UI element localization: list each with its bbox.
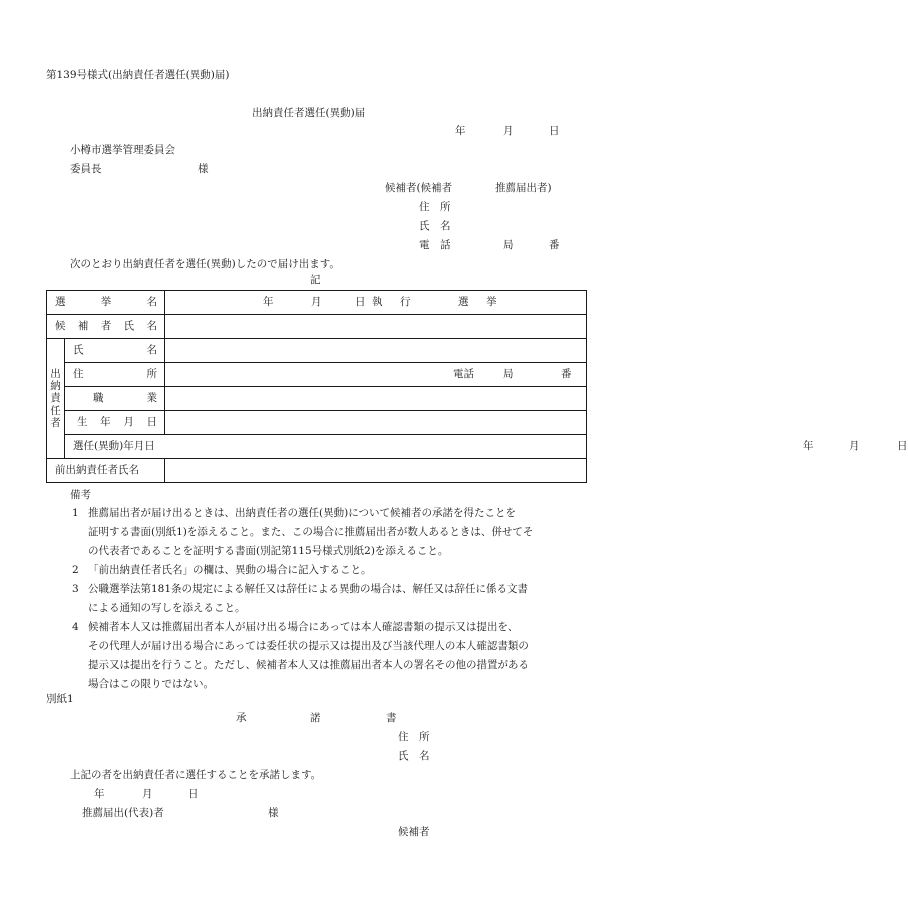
applicant-label-open: 候補者(候補者 [385, 182, 453, 194]
label-char: 職 [93, 392, 104, 405]
intro-text: 次のとおり出納責任者を選任(異動)したので届け出ます。 [70, 258, 340, 270]
addressee-title: 委員長 [70, 163, 102, 175]
row-treasurer-name [47, 339, 587, 363]
note-line [72, 542, 588, 561]
note-number: 4 [72, 621, 79, 633]
label-char: 月 [123, 416, 134, 429]
addressee-org: 小樽市選挙管理委員会 [70, 144, 175, 156]
applicant-phone-ban: 番 [549, 239, 560, 251]
prev-treasurer-label: 前出納責任者氏名 [55, 464, 139, 477]
row-candidate [47, 315, 587, 339]
label-char: 挙 [100, 296, 112, 309]
applicant-address-label: 住 所 [419, 201, 451, 213]
note-text: 場合はこの限りではない。 [88, 678, 214, 690]
notes-list [72, 504, 588, 694]
note-line [72, 618, 588, 637]
note-line [72, 637, 588, 656]
form-table [46, 290, 908, 483]
appoint-label: 選任(異動)年月日 [73, 440, 155, 453]
prev-treasurer-value-cell[interactable] [165, 459, 587, 483]
note-text: の代表者であることを証明する書面(別記第115号様式別紙2)を添えること。 [88, 545, 449, 557]
group-char: 者 [50, 416, 61, 429]
appoint-label-cell [65, 435, 587, 459]
treasurer-address-label-cell [65, 363, 165, 387]
note-line [72, 675, 588, 694]
label-char: 名 [146, 296, 157, 309]
annex-name-label: 氏 名 [398, 750, 430, 762]
treasurer-phone-label: 電話 [453, 368, 474, 380]
label-char: 名 [146, 344, 157, 357]
election-shikko-2: 行 [400, 296, 411, 308]
annex-statement: 上記の者を出納責任者に選任することを承諾します。 [70, 769, 322, 781]
annex-label: 別紙1 [46, 693, 74, 705]
label-char: 氏 [73, 344, 84, 357]
note-line [72, 504, 588, 523]
applicant-label-close: 推薦届出者) [495, 182, 552, 194]
label-char: 候 [55, 320, 66, 333]
treasurer-birth-label-cell [65, 411, 165, 435]
label-char: 選 [55, 296, 66, 309]
label-char: 補 [77, 320, 89, 333]
date-year: 年 [455, 125, 466, 137]
annex-title-char-2: 諾 [310, 712, 321, 724]
applicant-phone-label: 電 話 [419, 239, 451, 251]
group-char: 責 [50, 392, 61, 405]
label-char: 業 [146, 392, 157, 405]
annex-address-label: 住 所 [398, 731, 430, 743]
group-char: 納 [50, 380, 61, 393]
note-text: 候補者本人又は推薦届出者本人が届け出る場合にあっては本人確認書類の提示又は提出を、 [88, 621, 519, 633]
label-char: 者 [100, 320, 112, 333]
group-char: 任 [50, 404, 61, 417]
note-text: による通知の写しを添えること。 [88, 602, 246, 614]
note-line [72, 599, 588, 618]
note-text: その代理人が届け出る場合にあっては委任状の提示又は提出及び当該代理人の本人確認書類の [88, 640, 529, 652]
note-text: 「前出納責任者氏名」の欄は、異動の場合に記入すること。 [88, 564, 372, 576]
note-number: 2 [72, 564, 79, 576]
applicant-name-label: 氏 名 [419, 220, 451, 232]
prev-treasurer-label-cell [47, 459, 165, 483]
annex-recommender: 推薦届出(代表)者 [82, 807, 164, 819]
appoint-year: 年 [803, 440, 814, 452]
treasurer-job-label-cell [65, 387, 165, 411]
note-text: 公職選挙法第181条の規定による解任又は辞任による異動の場合は、解任又は辞任に係る文書 [88, 583, 529, 595]
candidate-label-cell [47, 315, 165, 339]
annex-date-day: 日 [188, 788, 199, 800]
note-text: 証明する書面(別紙1)を添えること。また、この場合に推薦届出者が数人あるときは、併せてそ [88, 526, 534, 538]
election-senkyo-2: 挙 [486, 296, 497, 308]
annex-title-char-1: 承 [236, 712, 247, 724]
row-prev-treasurer [47, 459, 587, 483]
label-char: 氏 [123, 320, 135, 333]
note-text: 提示又は提出を行うこと。ただし、候補者本人又は推薦届出者本人の署名その他の措置がある [88, 659, 529, 671]
treasurer-name-value-cell[interactable] [165, 339, 587, 363]
note-line [72, 580, 588, 599]
election-senkyo-1: 選 [458, 296, 469, 308]
row-election [47, 291, 587, 315]
label-char: 年 [100, 416, 111, 429]
label-char: 所 [146, 368, 157, 381]
addressee-honorific: 様 [198, 163, 209, 175]
treasurer-phone-ban: 番 [561, 368, 572, 380]
note-number: 1 [72, 507, 79, 519]
group-char: 出 [50, 368, 61, 381]
note-line [72, 523, 588, 542]
election-day: 日 [355, 296, 366, 308]
annex-title-char-3: 書 [386, 712, 397, 724]
annex-candidate: 候補者 [398, 826, 430, 838]
note-line [72, 561, 588, 580]
row-appoint-date [47, 435, 587, 459]
row-treasurer-address [47, 363, 587, 387]
form-title: 出納責任者選任(異動)届 [252, 107, 366, 119]
label-char: 住 [73, 368, 84, 381]
treasurer-name-label-cell [65, 339, 165, 363]
date-day: 日 [549, 125, 560, 137]
election-year: 年 [263, 296, 274, 308]
ki-label: 記 [310, 274, 321, 286]
applicant-phone-kyoku: 局 [503, 239, 514, 251]
annex-date-year: 年 [94, 788, 105, 800]
treasurer-job-value-cell[interactable] [165, 387, 587, 411]
treasurer-group-label [47, 339, 65, 459]
label-char: 日 [146, 416, 157, 429]
note-text: 推薦届出者が届け出るときは、出納責任者の選任(異動)について候補者の承諾を得たことを [88, 507, 516, 519]
election-shikko-1: 執 [372, 296, 383, 308]
notes-heading: 備考 [70, 489, 91, 501]
date-month: 月 [503, 125, 514, 137]
treasurer-address-value-cell[interactable] [165, 363, 587, 387]
appoint-month: 月 [849, 440, 860, 452]
election-label-cell [47, 291, 165, 315]
note-line [72, 656, 588, 675]
label-char: 生 [77, 416, 88, 429]
treasurer-phone-kyoku: 局 [503, 368, 514, 380]
row-treasurer-birth [47, 411, 587, 435]
candidate-value-cell[interactable] [165, 315, 587, 339]
appoint-day: 日 [897, 440, 908, 452]
election-month: 月 [311, 296, 322, 308]
label-char: 名 [146, 320, 157, 333]
annex-honorific: 様 [268, 807, 279, 819]
note-number: 3 [72, 583, 79, 595]
treasurer-birth-value-cell[interactable] [165, 411, 587, 435]
form-number: 第139号様式(出納責任者選任(異動)届) [46, 69, 230, 81]
election-value-cell[interactable] [165, 291, 587, 315]
row-treasurer-job [47, 387, 587, 411]
annex-date-month: 月 [142, 788, 153, 800]
